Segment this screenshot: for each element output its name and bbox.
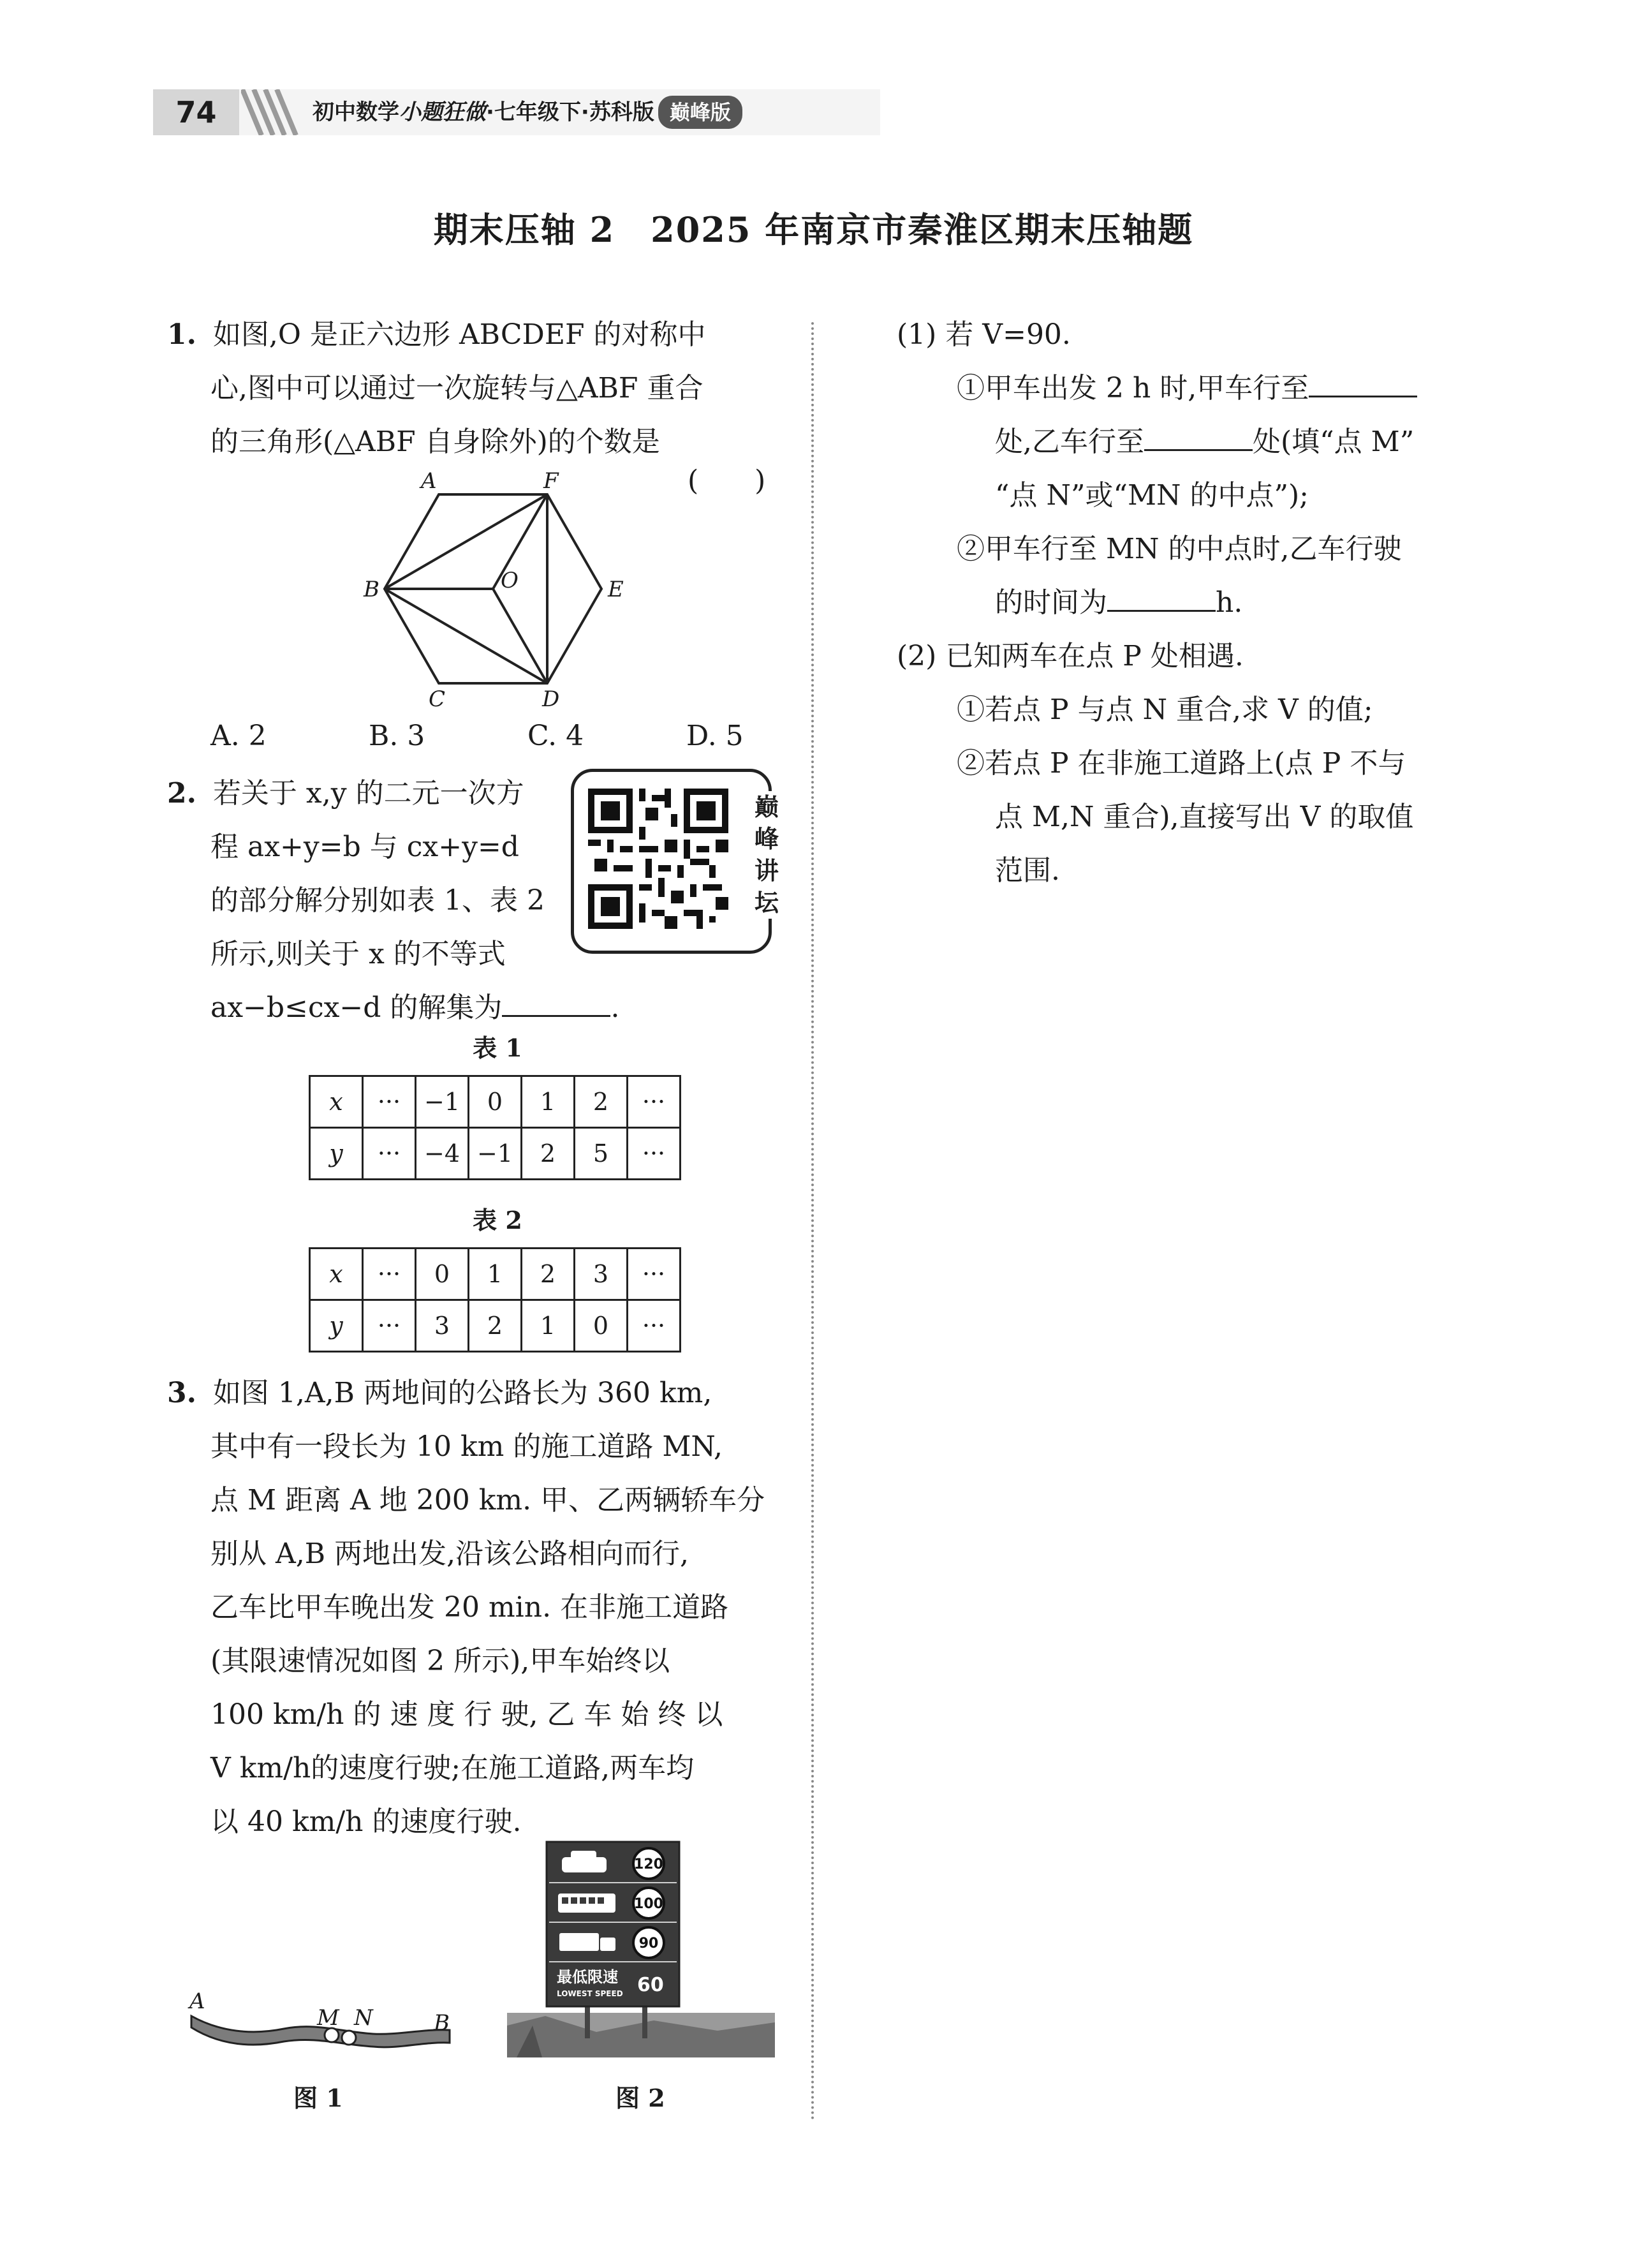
- sign-post: [642, 2003, 647, 2038]
- table-row: [310, 1128, 681, 1180]
- road-label-A: A: [189, 1989, 205, 2014]
- q3-line-6: (其限速情况如图 2 所示),甲车始终以: [210, 1645, 670, 1677]
- table-cell: −1: [469, 1128, 522, 1180]
- q1-number: 1.: [167, 318, 196, 351]
- q1-option-d: D. 5: [686, 720, 744, 752]
- qr-side-char: 坛: [754, 889, 779, 917]
- q2-line-2: 程 ax+y=b 与 cx+y=d: [210, 831, 519, 863]
- sign-post: [585, 2003, 590, 2038]
- q2-text-1: 若关于 x,y 的二元一次方: [212, 777, 524, 810]
- qr-code-frame: [571, 769, 772, 954]
- qr-side-char: 巅: [754, 793, 779, 821]
- q3-line-4: 别从 A,B 两地出发,沿该公路相向而行,: [210, 1538, 689, 1570]
- table-cell: ···: [363, 1076, 416, 1128]
- q3-line-1: [167, 1367, 712, 1420]
- q2-end: .: [610, 991, 620, 1024]
- road-label-M: M: [317, 2005, 339, 2031]
- q2-line-4: 所示,则关于 x 的不等式: [210, 938, 506, 970]
- table-cell: 3: [575, 1249, 628, 1300]
- table-cell: 2: [469, 1300, 522, 1352]
- table-cell: ···: [628, 1076, 681, 1128]
- q2-line-1: [167, 767, 524, 820]
- sign-min-speed-en: LOWEST SPEED: [557, 1989, 623, 1998]
- speed-sign-figure: [507, 1841, 775, 2064]
- label-B: B: [364, 577, 379, 602]
- edition-badge: 巅峰版: [658, 96, 742, 129]
- table-cell: ···: [363, 1128, 416, 1180]
- q3-line-2: 其中有一段长为 10 km 的施工道路 MN,: [210, 1430, 723, 1463]
- table-cell: 1: [522, 1300, 575, 1352]
- series-title: [313, 94, 742, 130]
- q3-part1b-text2: 的时间为: [995, 586, 1107, 619]
- table-cell: 0: [416, 1249, 469, 1300]
- q3-text-1: 如图 1,A,B 两地间的公路长为 360 km,: [212, 1377, 712, 1409]
- q3-part1a-text2a: 处,乙车行至: [995, 426, 1144, 458]
- table-2: [309, 1247, 681, 1353]
- label-C: C: [429, 686, 446, 711]
- table-cell: 5: [575, 1128, 628, 1180]
- series-post: ·七年级下·苏科版: [486, 100, 654, 125]
- q2-line-5: [210, 981, 619, 1035]
- q3-blank-3[interactable]: [1107, 584, 1216, 612]
- q3-line-3: 点 M 距离 A 地 200 km. 甲、乙两辆轿车分: [210, 1484, 765, 1516]
- table-cell: 0: [575, 1300, 628, 1352]
- q3-line-9: 以 40 km/h 的速度行驶.: [210, 1805, 522, 1838]
- table-row: [310, 1249, 681, 1300]
- q1-option-b: B. 3: [369, 720, 425, 752]
- table-cell: y: [310, 1128, 363, 1180]
- q3-part1b-line2: [995, 576, 1242, 630]
- qr-side-char: 峰: [754, 825, 779, 853]
- speed-limit-90: 90: [638, 1936, 659, 1952]
- q3-line-5: 乙车比甲车晚出发 20 min. 在非施工道路: [210, 1591, 729, 1624]
- q3-part1b-unit: h.: [1216, 586, 1243, 619]
- q3-part1a-line2: [995, 415, 1414, 469]
- q3-part1b-line1: ②甲车行至 MN 的中点时,乙车行驶: [957, 533, 1402, 565]
- qr-side-label: [753, 791, 781, 919]
- sign-min-speed-cn: 最低限速: [557, 1968, 618, 1986]
- q3-line-7: 100 km/h 的 速 度 行 驶, 乙 车 始 终 以: [210, 1698, 723, 1731]
- table-cell: 1: [469, 1249, 522, 1300]
- table-cell: x: [310, 1076, 363, 1128]
- qr-code[interactable]: [588, 789, 728, 929]
- q1-line-2: 心,图中可以通过一次旋转与△ABF 重合: [210, 372, 703, 404]
- q1-text-1: 如图,O 是正六边形 ABCDEF 的对称中: [212, 318, 706, 351]
- speed-limit-120: 120: [634, 1857, 663, 1872]
- road-label-N: N: [354, 2005, 373, 2031]
- table-cell: 2: [522, 1128, 575, 1180]
- header-stripes: [241, 89, 305, 135]
- page-title: 期末压轴 2 2025 年南京市秦淮区期末压轴题: [433, 209, 1194, 250]
- q1-option-a: A. 2: [210, 720, 267, 752]
- table-row: [310, 1300, 681, 1352]
- road-label-B: B: [434, 2010, 450, 2036]
- label-F: F: [543, 469, 559, 494]
- table-cell: ···: [363, 1300, 416, 1352]
- q3-blank-2[interactable]: [1144, 424, 1253, 451]
- table-cell: 2: [522, 1249, 575, 1300]
- page-number: 74: [153, 89, 239, 135]
- table-cell: ···: [628, 1300, 681, 1352]
- series-brand: 小题狂做: [399, 100, 486, 125]
- q3-number: 3.: [167, 1377, 196, 1409]
- q3-part2b-line2: 点 M,N 重合),直接写出 V 的取值: [995, 801, 1414, 833]
- q1-option-c: C. 4: [527, 720, 584, 752]
- table-cell: −1: [416, 1076, 469, 1128]
- table-cell: −4: [416, 1128, 469, 1180]
- table-cell: x: [310, 1249, 363, 1300]
- fig1-caption: 图 1: [293, 2084, 343, 2112]
- table-row: [310, 1076, 681, 1128]
- table1-caption: 表 1: [473, 1034, 522, 1062]
- q3-part2b-line1: ②若点 P 在非施工道路上(点 P 不与: [957, 747, 1406, 780]
- series-pre: 初中数学: [313, 100, 399, 125]
- q3-blank-1[interactable]: [1309, 370, 1417, 397]
- q3-part1a-text2b: 处(填“点 M”: [1253, 426, 1415, 458]
- q2-number: 2.: [167, 777, 196, 810]
- q2-answer-blank[interactable]: [502, 989, 610, 1017]
- q2-line-3: 的部分解分别如表 1、表 2: [210, 884, 545, 917]
- q3-part2-head: (2) 已知两车在点 P 处相遇.: [897, 640, 1244, 672]
- q3-part1a-text1: ①甲车出发 2 h 时,甲车行至: [957, 372, 1309, 404]
- label-E: E: [608, 577, 624, 602]
- label-D: D: [542, 686, 560, 711]
- fig2-caption: 图 2: [615, 2084, 665, 2112]
- table-cell: y: [310, 1300, 363, 1352]
- table-cell: 3: [416, 1300, 469, 1352]
- table-cell: 1: [522, 1076, 575, 1128]
- point-N: [342, 2031, 356, 2045]
- speed-limit-100: 100: [634, 1896, 663, 1912]
- table-cell: 2: [575, 1076, 628, 1128]
- q1-answer-paren: ( ): [688, 464, 766, 497]
- table-cell: ···: [628, 1249, 681, 1300]
- q3-line-8: V km/h的速度行驶;在施工道路,两车均: [210, 1752, 695, 1784]
- q3-part1-head: (1) 若 V=90.: [897, 318, 1071, 351]
- road-figure: [182, 1971, 462, 2067]
- label-A: A: [421, 469, 437, 494]
- q3-part2b-line3: 范围.: [995, 854, 1060, 887]
- q3-part2a: ①若点 P 与点 N 重合,求 V 的值;: [957, 693, 1373, 726]
- q1-line-3: 的三角形(△ABF 自身除外)的个数是: [210, 426, 660, 458]
- table2-caption: 表 2: [473, 1206, 522, 1234]
- q2-text-5: ax−b≤cx−d 的解集为: [210, 991, 503, 1024]
- table-cell: ···: [628, 1128, 681, 1180]
- speed-limit-60: 60: [637, 1974, 664, 1996]
- q3-part1a-line3: “点 N”或“MN 的中点”);: [995, 479, 1309, 512]
- q3-part1a-line1: [957, 362, 1417, 415]
- hexagon-figure: [357, 469, 625, 711]
- qr-side-char: 讲: [754, 857, 779, 885]
- table-cell: 0: [469, 1076, 522, 1128]
- table-1: [309, 1075, 681, 1180]
- q1-line-1: [167, 308, 705, 362]
- label-O: O: [501, 568, 519, 593]
- table-cell: ···: [363, 1249, 416, 1300]
